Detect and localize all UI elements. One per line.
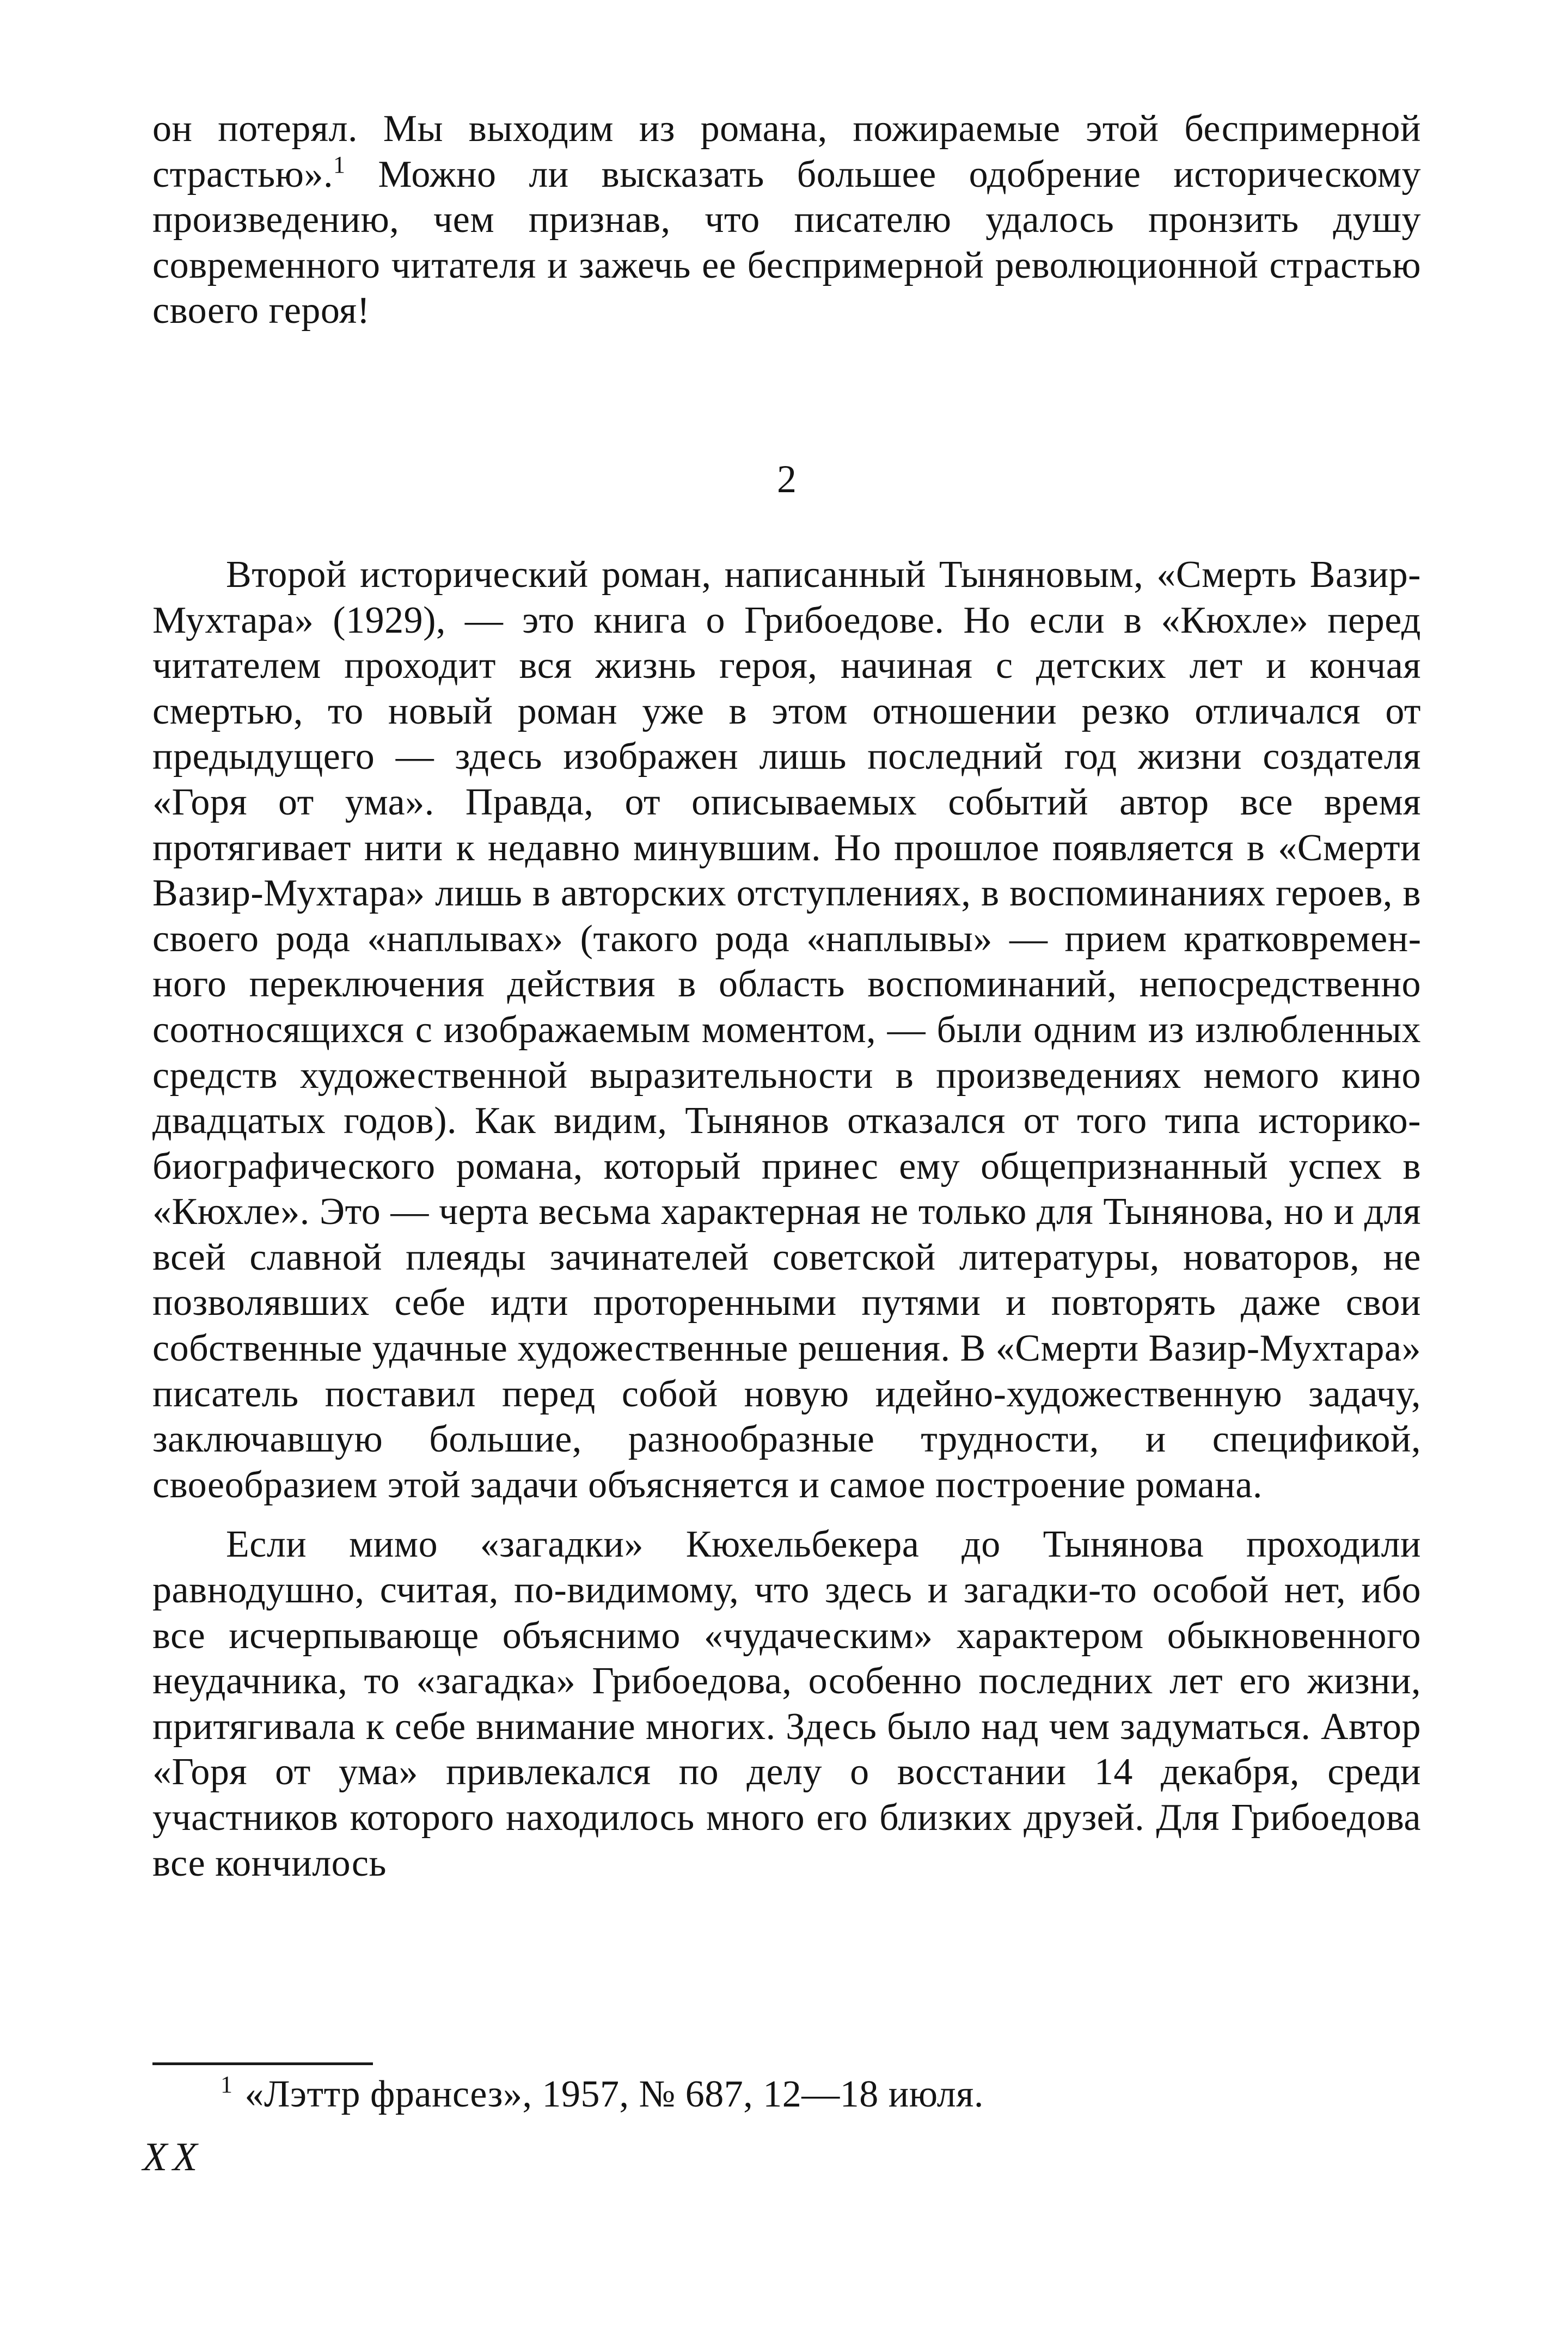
footnote-reference: 1 [333, 151, 346, 178]
opening-paragraph-continuation: Можно ли высказать большее одобрение историческому произведению, чем признав, что писателю удалось пронзить душу современного читателя и зажечь ее беспримерной революционной страстью своего героя! [152, 153, 1421, 332]
page-number: XX [143, 2135, 203, 2179]
footnote-mark: 1 [220, 2071, 233, 2098]
footnote-divider [152, 2062, 373, 2065]
footnote [220, 2072, 1418, 2117]
paragraph-gap [152, 1508, 1421, 1522]
section-number: 2 [777, 457, 797, 501]
page-body [152, 106, 1421, 1886]
footnote-text: «Лэттр франсез», 1957, № 687, 12—18 июля. [244, 2073, 984, 2115]
opening-paragraph-text: он потерял. Мы выходим из романа, пожираемые этой беспримерной страстью». [152, 108, 1421, 195]
body-paragraph-2: Если мимо «загадки» Кюхельбекера до Тынянова проходили равнодушно, считая, по-видимому, что здесь и загадки-то особой нет, ибо все исчерпывающе объяснимо «чудаческим» характером обыкновенного неудачника, то «загадка» Грибоедова, особенно последних лет его жизни, притягивала к себе внимание многих. Здесь было над чем задуматься. Автор «Горя от ума» привлекался по делу о восстании 14 декабря, среди участников которого находилось много его близких друзей. Для Грибоедова все кончилось [152, 1523, 1421, 1884]
opening-paragraph [152, 106, 1421, 334]
body-paragraph-1: Второй исторический роман, написанный Тыняновым, «Смерть Вазир-Мухтара» (1929), — это книга о Грибоедове. Но если в «Кюхле» перед читателем проходит вся жизнь героя, начиная с детских лет и кончая смертью, то новый роман уже в этом отношении резко отличался от предыдущего — здесь изображен лишь последний год жизни создателя «Горя от ума». Правда, от описываемых событий автор все время протягивает нити к недавно минувшим. Но прошлое появляется в «Смерти Вазир-Мухтара» лишь в авторских отступлениях, в воспоминаниях героев, в своего рода «наплывах» (такого рода «наплывы» — прием кратковременного переключения действия в область воспоминаний, непосредственно соотносящихся с изображаемым моментом, — были одним из излюбленных средств художественной выразительности в произведениях немого кино двадцатых годов). Как видим, Тынянов отказался от того типа историко-биографического романа, который принес ему общепризнанный успех в «Кюхле». Это — черта весьма характерная не только для Тынянова, но и для всей славной плеяды зачинателей советской литературы, новаторов, не позволявших себе идти проторенными путями и повторять даже свои собственные удачные художественные решения. В «Смерти Вазир-Мухтара» писатель поставил перед собой новую идейно-художественную задачу, заключавшую большие, разнообразные трудности, и спецификой, своеобразием этой задачи объясняется и самое построение романа. [152, 553, 1421, 1506]
